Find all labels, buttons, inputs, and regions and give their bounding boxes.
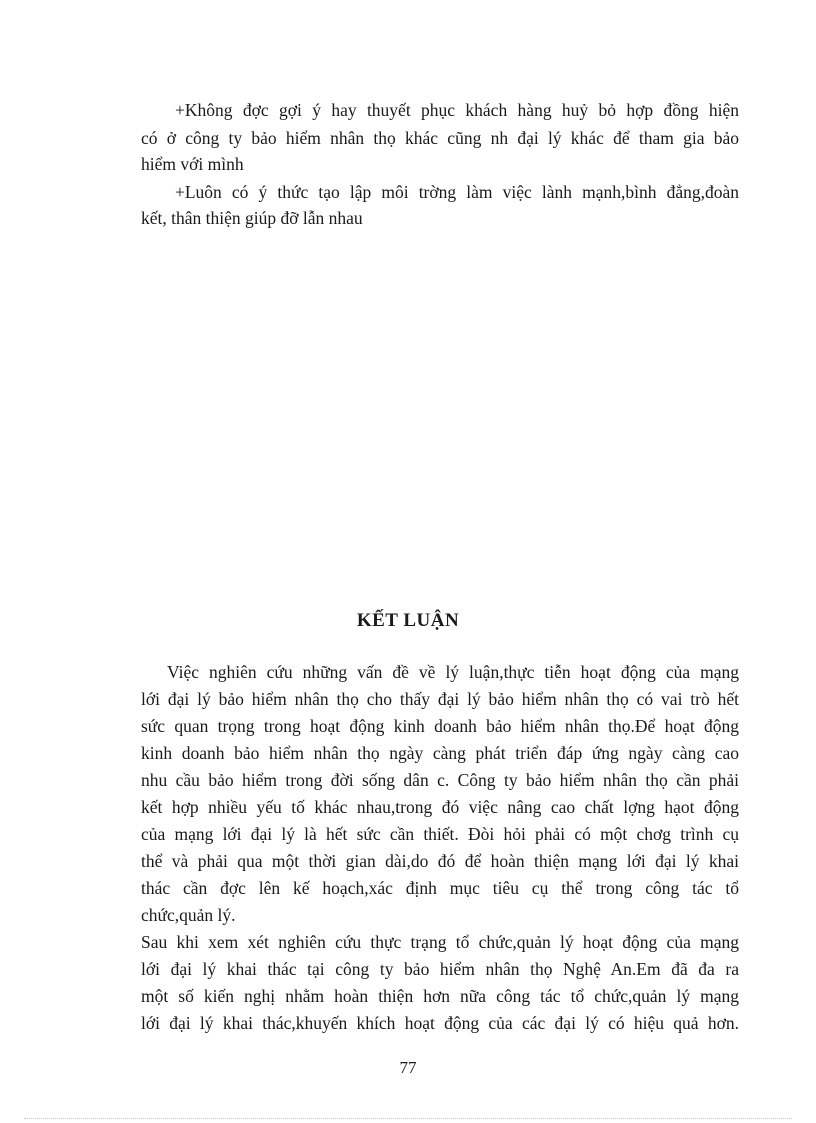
paragraph-line: +Luôn có ý thức tạo lập môi trờng làm việc lành mạnh,bình đẳng,đoàn [175, 182, 739, 202]
paragraph-line: nhu cầu bảo hiểm trong đời sống dân c. Công ty bảo hiểm nhân thọ cần phải [141, 770, 739, 790]
paragraph-line: sức quan trọng trong hoạt động kinh doanh bảo hiểm nhân thọ.Để hoạt động [141, 716, 739, 736]
conclusion-title: KẾT LUẬN [356, 610, 460, 631]
paragraph-line: kinh doanh bảo hiểm nhân thọ ngày càng phát triển đáp ứng ngày càng cao [141, 743, 739, 763]
paragraph-line: lới đại lý khai thác tại công ty bảo hiểm nhân thọ Nghệ An.Em đã đa ra [141, 959, 739, 979]
paragraph-line: +Không đợc gợi ý hay thuyết phục khách hàng huỷ bỏ hợp đồng hiện [175, 100, 739, 120]
paragraph-line: Sau khi xem xét nghiên cứu thực trạng tổ chức,quản lý hoạt động của mạng [141, 932, 739, 952]
paragraph-line: kết hợp nhiều yếu tố khác nhau,trong đó việc nâng cao chất lợng hạot động [141, 797, 739, 817]
paragraph-line: lới đại lý bảo hiểm nhân thọ cho thấy đại lý bảo hiểm nhân thọ có vai trò hết [141, 689, 739, 709]
page-number: 77 [399, 1058, 417, 1077]
paragraph-line: của mạng lới đại lý là hết sức cần thiết. Đòi hỏi phải có một chơg trình cụ [141, 824, 739, 844]
paragraph-line: Việc nghiên cứu những vấn đề về lý luận,thực tiễn hoạt động của mạng [167, 662, 739, 682]
paragraph-line: một số kiến nghị nhằm hoàn thiện hơn nữa công tác tổ chức,quản lý mạng [141, 986, 739, 1006]
paragraph-line: kết, thân thiện giúp đỡ lẫn nhau [141, 208, 363, 228]
paragraph-line: hiểm với mình [141, 154, 244, 174]
paragraph-line: lới đại lý khai thác,khuyến khích hoạt động của các đại lý có hiệu quả hơn. [141, 1013, 739, 1033]
paragraph-line: có ở công ty bảo hiểm nhân thọ khác cũng nh đại lý khác để tham gia bảo [141, 128, 739, 148]
paragraph-line: chức,quản lý. [141, 905, 236, 925]
footer-divider [24, 1118, 792, 1119]
paragraph-line: thể và phải qua một thời gian dài,do đó để hoàn thiện mạng lới đại lý khai [141, 851, 739, 871]
paragraph-line: thác cần đợc lên kế hoạch,xác định mục tiêu cụ thể trong công tác tổ [141, 878, 739, 898]
